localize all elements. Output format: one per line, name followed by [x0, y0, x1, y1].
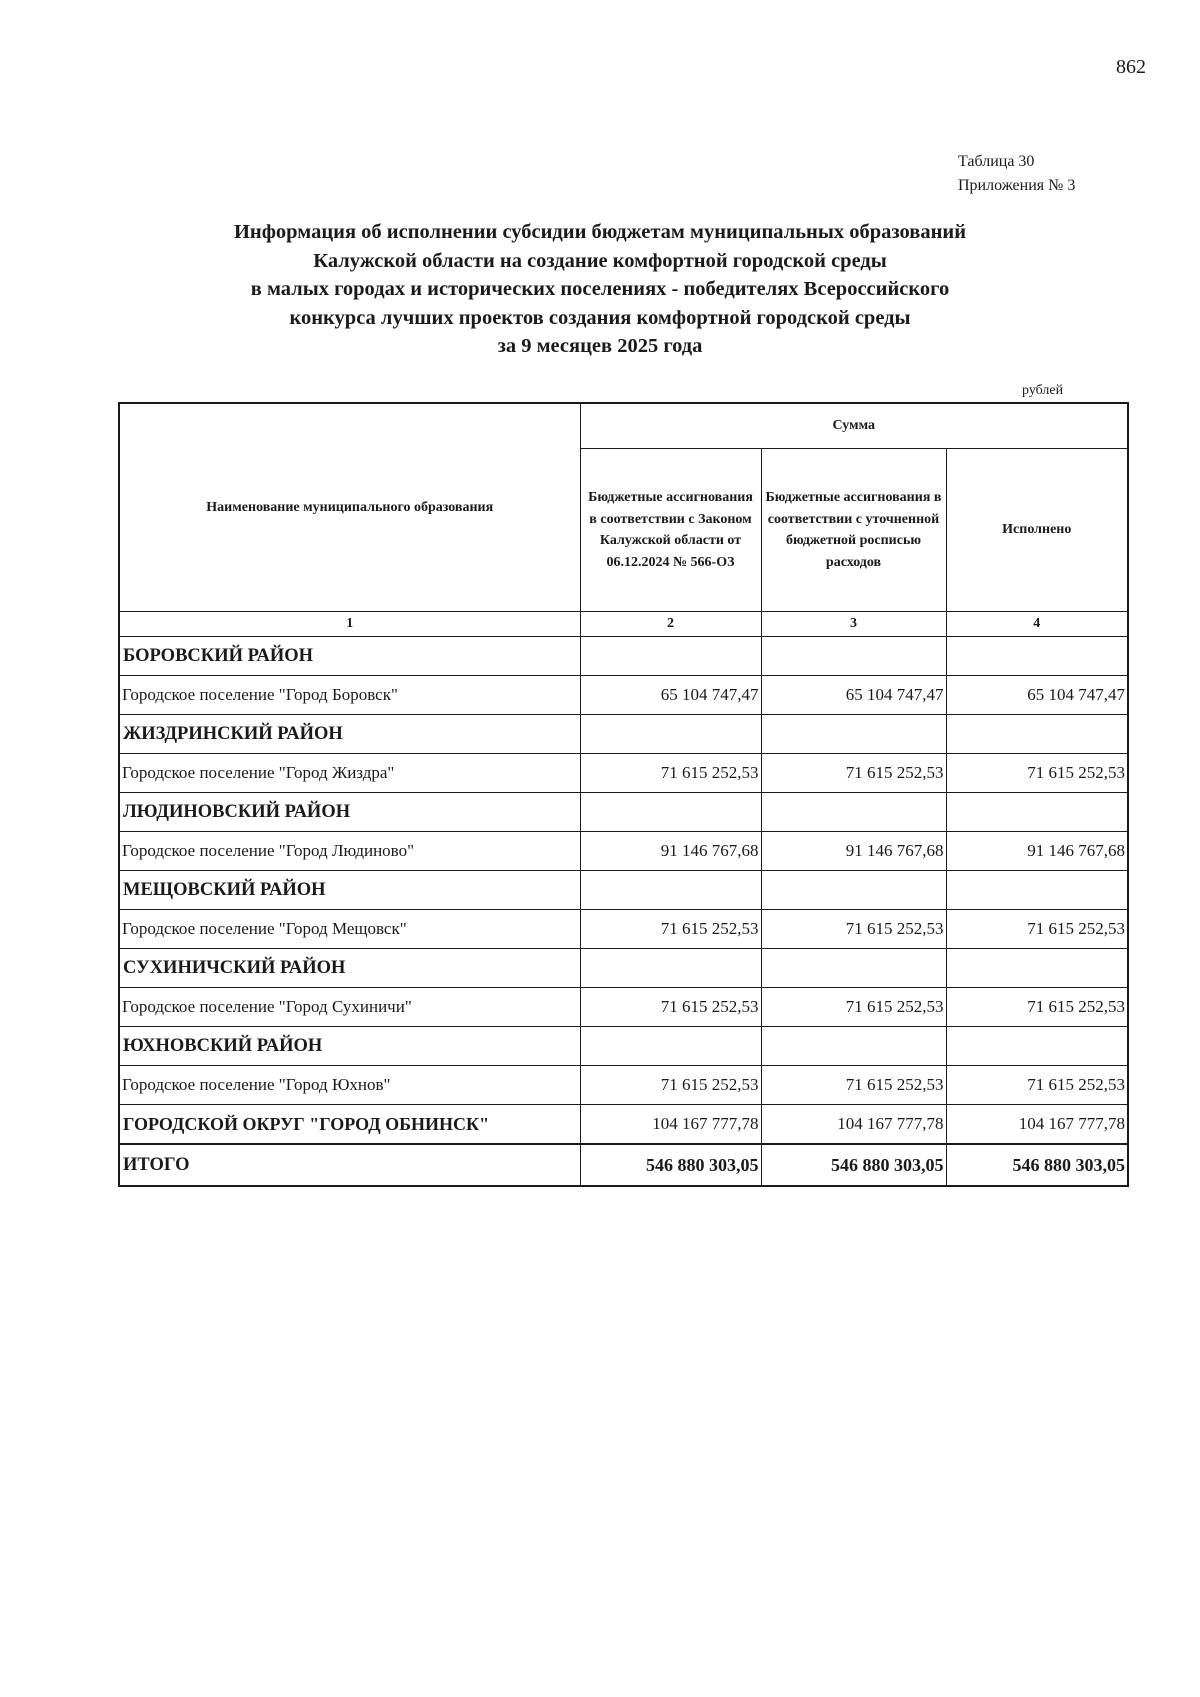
title-line: за 9 месяцев 2025 года [497, 335, 703, 357]
settlement-row [119, 1066, 1128, 1105]
district-row [119, 793, 1128, 832]
empty-cell [946, 871, 1128, 910]
column-number-row [119, 612, 1128, 637]
page-number: 862 [1116, 56, 1146, 78]
header-row [119, 403, 1128, 449]
empty-cell [946, 793, 1128, 832]
amount-cell: 71 615 252,53 [761, 910, 946, 949]
empty-cell [946, 949, 1128, 988]
amount-cell: 104 167 777,78 [946, 1105, 1128, 1145]
empty-cell [580, 715, 761, 754]
amount-cell: 71 615 252,53 [946, 910, 1128, 949]
header-name: Наименование муниципального образования [119, 403, 580, 612]
amount-cell: 71 615 252,53 [580, 988, 761, 1027]
total-row [119, 1144, 1128, 1186]
district-row [119, 1027, 1128, 1066]
amount-cell: 65 104 747,47 [761, 676, 946, 715]
empty-cell [761, 1027, 946, 1066]
district-name: СУХИНИЧСКИЙ РАЙОН [119, 949, 580, 988]
okrug-name: ГОРОДСКОЙ ОКРУГ "ГОРОД ОБНИНСК" [119, 1105, 580, 1145]
total-amount: 546 880 303,05 [946, 1144, 1128, 1186]
district-name: МЕЩОВСКИЙ РАЙОН [119, 871, 580, 910]
header-law-allocations: Бюджетные ассигнования в соответствии с Законом Калужской области от 06.12.2024 № 566-ОЗ [580, 449, 761, 612]
total-label: ИТОГО [119, 1144, 580, 1186]
annex-reference [958, 150, 1075, 198]
empty-cell [761, 949, 946, 988]
settlement-row [119, 988, 1128, 1027]
column-number: 3 [761, 612, 946, 637]
amount-cell: 71 615 252,53 [761, 1066, 946, 1105]
settlement-name: Городское поселение "Город Людиново" [119, 832, 580, 871]
amount-cell: 91 146 767,68 [580, 832, 761, 871]
amount-cell: 65 104 747,47 [580, 676, 761, 715]
amount-cell: 104 167 777,78 [761, 1105, 946, 1145]
district-name: ЮХНОВСКИЙ РАЙОН [119, 1027, 580, 1066]
header-executed: Исполнено [946, 449, 1128, 612]
empty-cell [580, 637, 761, 676]
annex-table-label: Таблица 30 [958, 153, 1035, 170]
settlement-name: Городское поселение "Город Сухиничи" [119, 988, 580, 1027]
annex-appendix-label: Приложения № 3 [958, 177, 1076, 194]
settlement-row [119, 832, 1128, 871]
amount-cell: 71 615 252,53 [946, 754, 1128, 793]
amount-cell: 71 615 252,53 [761, 754, 946, 793]
amount-cell: 71 615 252,53 [580, 910, 761, 949]
settlement-row [119, 754, 1128, 793]
title-line: конкурса лучших проектов создания комфортной городской среды [289, 306, 911, 329]
settlement-row [119, 676, 1128, 715]
district-name: ЛЮДИНОВСКИЙ РАЙОН [119, 793, 580, 832]
district-row [119, 637, 1128, 676]
unit-label: рублей [1022, 383, 1064, 398]
empty-cell [761, 793, 946, 832]
settlement-name: Городское поселение "Город Жиздра" [119, 754, 580, 793]
district-name: БОРОВСКИЙ РАЙОН [119, 637, 580, 676]
district-name: ЖИЗДРИНСКИЙ РАЙОН [119, 715, 580, 754]
empty-cell [946, 637, 1128, 676]
column-number: 4 [946, 612, 1128, 637]
empty-cell [946, 1027, 1128, 1066]
empty-cell [761, 871, 946, 910]
amount-cell: 91 146 767,68 [946, 832, 1128, 871]
column-number: 2 [580, 612, 761, 637]
title-line: в малых городах и исторических поселениях - победителях Всероссийского [250, 278, 950, 300]
settlement-row [119, 910, 1128, 949]
empty-cell [761, 637, 946, 676]
okrug-row [119, 1105, 1128, 1145]
district-row [119, 949, 1128, 988]
document-title [180, 218, 1020, 361]
empty-cell [580, 949, 761, 988]
header-sum: Сумма [580, 403, 1128, 449]
amount-cell: 65 104 747,47 [946, 676, 1128, 715]
amount-cell: 71 615 252,53 [946, 988, 1128, 1027]
district-row [119, 871, 1128, 910]
amount-cell: 71 615 252,53 [580, 1066, 761, 1105]
title-line: Информация об исполнении субсидии бюджетам муниципальных образований [233, 221, 967, 243]
settlement-name: Городское поселение "Город Юхнов" [119, 1066, 580, 1105]
empty-cell [761, 715, 946, 754]
district-row [119, 715, 1128, 754]
settlement-name: Городское поселение "Город Боровск" [119, 676, 580, 715]
header-revised-allocations: Бюджетные ассигнования в соответствии с уточненной бюджетной росписью расходов [761, 449, 946, 612]
column-number: 1 [119, 612, 580, 637]
title-line: Калужской области на создание комфортной городской среды [313, 249, 887, 272]
amount-cell: 71 615 252,53 [946, 1066, 1128, 1105]
empty-cell [580, 1027, 761, 1066]
settlement-name: Городское поселение "Город Мещовск" [119, 910, 580, 949]
empty-cell [580, 793, 761, 832]
total-amount: 546 880 303,05 [761, 1144, 946, 1186]
amount-cell: 71 615 252,53 [580, 754, 761, 793]
amount-cell: 71 615 252,53 [761, 988, 946, 1027]
empty-cell [580, 871, 761, 910]
amount-cell: 91 146 767,68 [761, 832, 946, 871]
empty-cell [946, 715, 1128, 754]
total-amount: 546 880 303,05 [580, 1144, 761, 1186]
amount-cell: 104 167 777,78 [580, 1105, 761, 1145]
subsidy-table [118, 402, 1129, 1187]
